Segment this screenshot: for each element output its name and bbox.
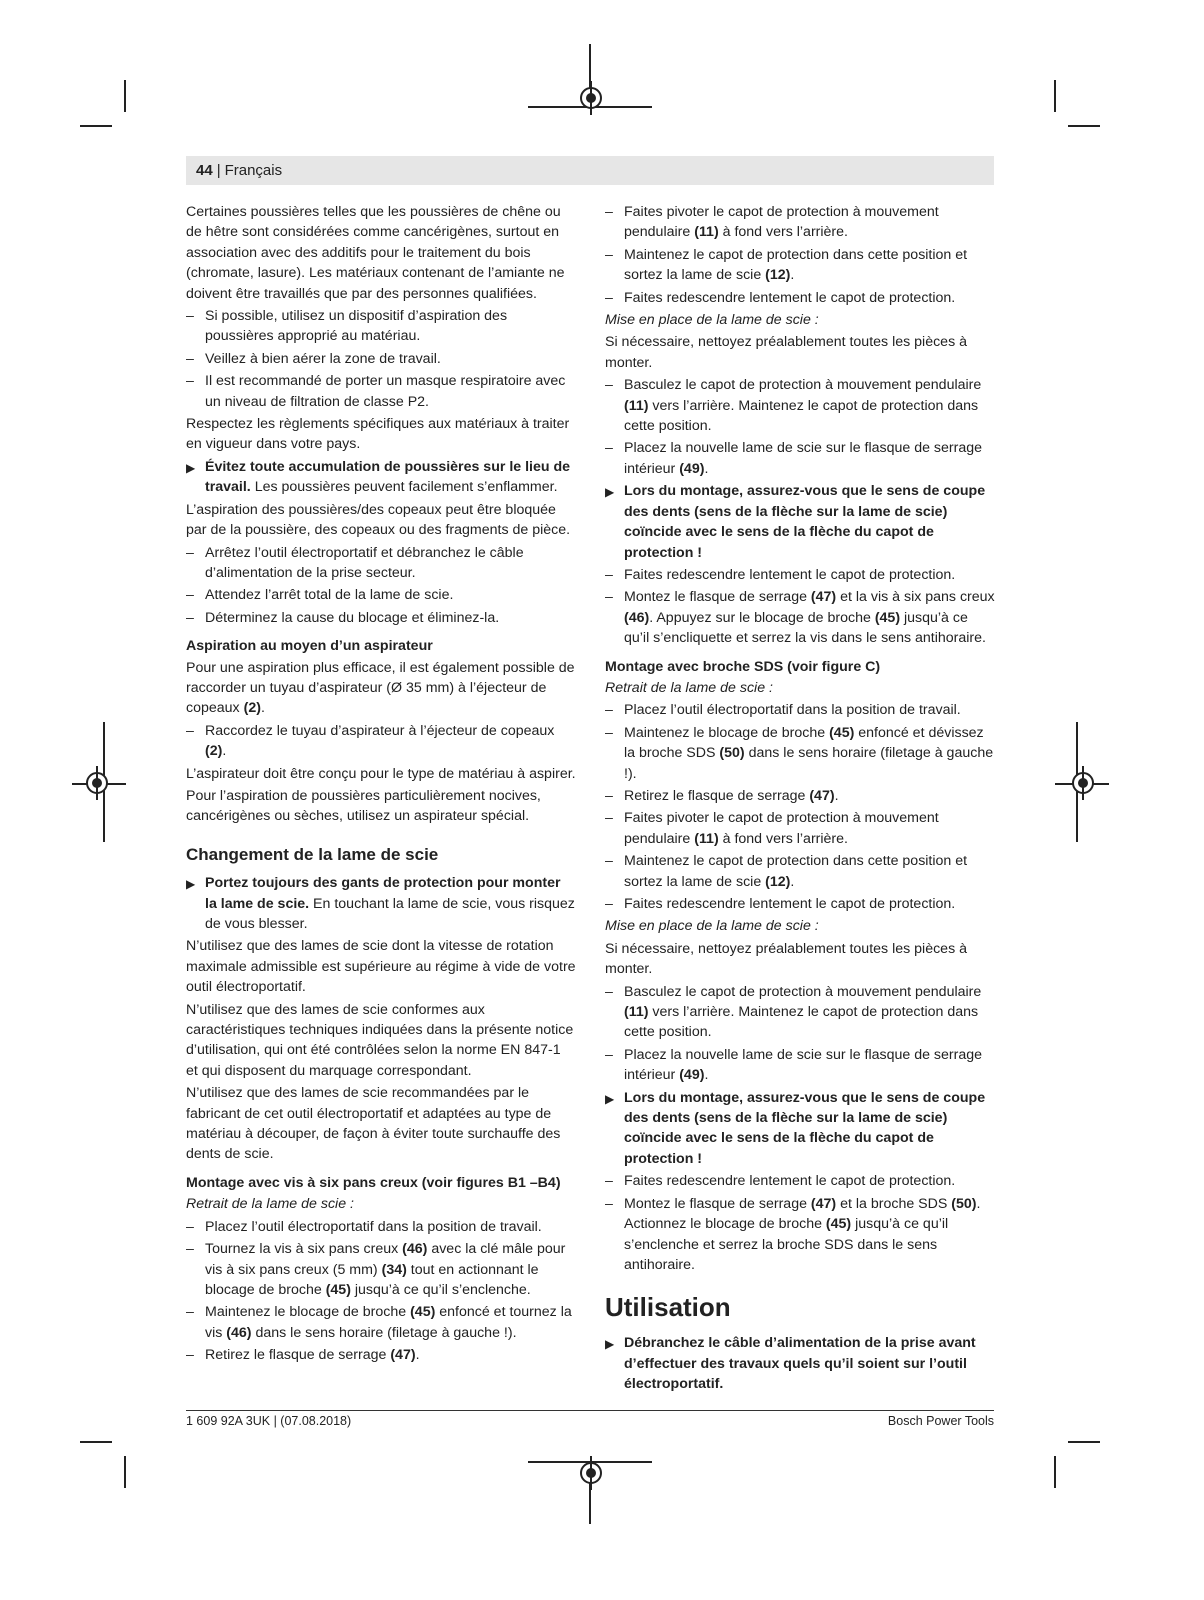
page-number: 44 <box>196 162 213 179</box>
dash-icon: – <box>605 246 613 263</box>
list-item: – Faites redescendre lentement le capot de protection. <box>605 288 995 308</box>
dash-icon: – <box>186 1218 194 1235</box>
registration-target-icon <box>580 87 602 109</box>
list-item: – Arrêtez l’outil électroportatif et débranchez le câble d’alimentation de la prise secteur. <box>186 543 576 584</box>
removal-label: Retrait de la lame de scie : <box>186 1196 354 1213</box>
dash-icon: – <box>605 566 613 583</box>
dash-icon: – <box>186 1241 194 1258</box>
warning-item: ▶ Portez toujours des gants de protection pour monter la lame de scie. En touchant la lame de scie, vous risquez de vous blesser. <box>186 873 576 934</box>
dash-icon: – <box>186 587 194 604</box>
list-item: – Attendez l’arrêt total de la lame de scie. <box>186 585 576 605</box>
hex-mount-heading: Montage avec vis à six pans creux (voir figures B1 –B4) <box>186 1174 561 1191</box>
warning-item: ▶ Lors du montage, assurez-vous que le sens de coupe des dents (sens de la flèche sur la lame de scie) coïncide avec le sens de la flèche du capot de protection ! <box>605 481 995 563</box>
dash-icon: – <box>605 983 613 1000</box>
list-item: – Basculez le capot de protection à mouvement pendulaire (11) vers l’arrière. Maintenez le capot de protection dans cette position. <box>605 375 995 436</box>
triangle-right-icon: ▶ <box>605 1091 615 1106</box>
list-item: – Faites redescendre lentement le capot de protection. <box>605 1171 995 1191</box>
vacuum-suit-text: L’aspirateur doit être conçu pour le type de matériau à aspirer. <box>186 765 576 782</box>
blade-speed-text: N’utilisez que des lames de scie dont la vitesse de rotation maximale admissible est supérieure au régime à vide de votre outil électroportatif. <box>186 938 576 996</box>
list-item: – Retirez le flasque de serrage (47). <box>186 1345 576 1365</box>
registration-target-icon <box>580 1462 602 1484</box>
crop-mark <box>1068 125 1100 127</box>
dash-icon: – <box>605 289 613 306</box>
list-item: – Tournez la vis à six pans creux (46) avec la clé mâle pour vis à six pans creux (5 mm) (34) tout en actionnant le blocage de broche (45) jusqu’à ce qu’il s’enclenche. <box>186 1239 576 1300</box>
list-item: – Faites redescendre lentement le capot de protection. <box>605 894 995 914</box>
dash-icon: – <box>605 787 613 804</box>
removal-label: Retrait de la lame de scie : <box>605 679 773 696</box>
list-item: – Basculez le capot de protection à mouvement pendulaire (11) vers l’arrière. Maintenez le capot de protection dans cette position. <box>605 982 995 1043</box>
dash-icon: – <box>605 724 613 741</box>
clean-text: Si nécessaire, nettoyez préalablement toutes les pièces à monter. <box>605 334 967 371</box>
dash-icon: – <box>605 1195 613 1212</box>
dash-icon: – <box>186 1304 194 1321</box>
dash-icon: – <box>605 377 613 394</box>
registration-target-icon <box>1072 772 1094 794</box>
list-item: – Retirez le flasque de serrage (47). <box>605 786 995 806</box>
registration-target-icon <box>86 772 108 794</box>
crop-mark <box>1068 1441 1100 1443</box>
clean-text: Si nécessaire, nettoyez préalablement toutes les pièces à monter. <box>605 940 967 978</box>
triangle-right-icon: ▶ <box>605 485 615 500</box>
vacuum-text: Pour une aspiration plus efficace, il est également possible de raccorder un tuyau d’aspirateur (Ø 35 mm) à l’éjecteur de copeaux (2). <box>186 659 575 717</box>
left-column <box>186 202 576 1368</box>
vacuum-heading: Aspiration au moyen d’un aspirateur <box>186 638 433 655</box>
right-column <box>605 202 995 1397</box>
footer-brand: Bosch Power Tools <box>887 1414 994 1428</box>
install-label: Mise en place de la lame de scie : <box>605 918 819 935</box>
crop-mark <box>80 1441 112 1443</box>
dash-icon: – <box>605 810 613 827</box>
list-item: – Si possible, utilisez un dispositif d’aspiration des poussières approprié au matériau. <box>186 306 576 347</box>
crop-mark <box>124 1456 126 1488</box>
warning-item: ▶ Débranchez le câble d’alimentation de la prise avant d’effectuer des travaux quels qu’il soient sur l’outil électroportatif. <box>605 1333 995 1394</box>
list-item: – Placez la nouvelle lame de scie sur le flasque de serrage intérieur (49). <box>605 438 995 479</box>
dash-icon: – <box>186 609 194 626</box>
blade-change-heading: Changement de la lame de scie <box>186 844 439 864</box>
list-item: – Faites pivoter le capot de protection à mouvement pendulaire (11) à fond vers l’arrière. <box>605 202 995 243</box>
footer-document-id: 1 609 92A 3UK | (07.08.2018) <box>186 1414 352 1428</box>
list-item: – Montez le flasque de serrage (47) et la vis à six pans creux (46). Appuyez sur le blocage de broche (45) jusqu’à ce qu’il s’encliquette et serrez la vis dans le sens antihoraire. <box>605 587 995 648</box>
header-separator: | <box>216 162 221 179</box>
list-item: – Il est recommandé de porter un masque respiratoire avec un niveau de filtration de classe P2. <box>186 371 576 412</box>
list-item: – Raccordez le tuyau d’aspirateur à l’éjecteur de copeaux (2). <box>186 721 576 762</box>
list-item: – Veillez à bien aérer la zone de travail. <box>186 349 576 369</box>
dash-icon: – <box>186 308 194 325</box>
list-item: – Placez l’outil électroportatif dans la position de travail. <box>605 700 995 720</box>
blade-conform-text: N’utilisez que des lames de scie conformes aux caractéristiques techniques indiquées dans la présente notice d’utilisation, qui ont été contrôlées selon la norme EN 847-1 et qui disposent du marquage correspondant. <box>186 1001 574 1079</box>
vacuum-special-text: Pour l’aspiration de poussières particulièrement nocives, cancérigènes ou sèches, utilisez un aspirateur spécial. <box>186 787 541 825</box>
dash-icon: – <box>605 589 613 606</box>
footer-divider <box>186 1410 994 1411</box>
use-heading: Utilisation <box>605 1292 731 1323</box>
dash-icon: – <box>186 722 194 739</box>
list-item: – Montez le flasque de serrage (47) et la broche SDS (50). Actionnez le blocage de broche (45) jusqu’à ce qu’il s’enclenche et serrez la broche SDS dans le sens antihoraire. <box>605 1194 995 1276</box>
list-item: – Maintenez le blocage de broche (45) enfoncé et tournez la vis (46) dans le sens horaire (filetage à gauche !). <box>186 1302 576 1343</box>
list-item: – Maintenez le capot de protection dans cette position et sortez la lame de scie (12). <box>605 851 995 892</box>
list-item: – Placez la nouvelle lame de scie sur le flasque de serrage intérieur (49). <box>605 1045 995 1086</box>
crop-mark <box>80 125 112 127</box>
list-item: – Déterminez la cause du blocage et éliminez-la. <box>186 608 576 628</box>
dash-icon: – <box>605 853 613 870</box>
page-header <box>186 156 994 185</box>
dash-icon: – <box>605 896 613 912</box>
dash-icon: – <box>186 350 194 367</box>
dash-icon: – <box>186 1347 194 1364</box>
dash-icon: – <box>186 373 194 390</box>
crop-mark <box>124 80 126 112</box>
blade-recommended-text: N’utilisez que des lames de scie recommandées par le fabricant de cet outil électroportatif et adaptées au type de matériau à découper, de façon à éviter toute surchauffe des dents de scie. <box>186 1085 561 1163</box>
crop-mark <box>1054 80 1056 112</box>
list-item: – Placez l’outil électroportatif dans la position de travail. <box>186 1217 576 1237</box>
list-item: – Faites redescendre lentement le capot de protection. <box>605 565 995 585</box>
triangle-right-icon: ▶ <box>186 877 196 892</box>
install-label: Mise en place de la lame de scie : <box>605 312 819 329</box>
dash-icon: – <box>605 1046 613 1063</box>
triangle-right-icon: ▶ <box>605 1337 615 1352</box>
dash-icon: – <box>605 440 613 457</box>
list-item: – Maintenez le blocage de broche (45) enfoncé et dévissez la broche SDS (50) dans le sens horaire (filetage à gauche !). <box>605 723 995 784</box>
sds-mount-heading: Montage avec broche SDS (voir figure C) <box>605 658 881 675</box>
dash-icon: – <box>605 1173 613 1190</box>
regulations-text: Respectez les règlements spécifiques aux matériaux à traiter en vigueur dans votre pays. <box>186 416 570 453</box>
warning-item: ▶ Lors du montage, assurez-vous que le sens de coupe des dents (sens de la flèche sur la lame de scie) coïncide avec le sens de la flèche du capot de protection ! <box>605 1088 995 1170</box>
header-language: Français <box>224 162 283 179</box>
blocked-text: L’aspiration des poussières/des copeaux peut être bloquée par de la poussière, des copeaux ou des fragments de pièce. <box>186 501 571 539</box>
dust-intro: Certaines poussières telles que les poussières de chêne ou de hêtre sont considérées comme cancérigènes, surtout en association avec des additifs pour le traitement du bois (chromate, lasure). Les matériaux contenant de l’amiante ne doivent être travaillés que par des personnes qualifiées. <box>186 204 565 302</box>
list-item: – Maintenez le capot de protection dans cette position et sortez la lame de scie (12). <box>605 245 995 286</box>
dash-icon: – <box>186 544 194 561</box>
dash-icon: – <box>605 204 613 220</box>
warning-item: ▶ Évitez toute accumulation de poussières sur le lieu de travail. Les poussières peuvent facilement s’enflammer. <box>186 457 576 498</box>
dash-icon: – <box>605 702 613 719</box>
triangle-right-icon: ▶ <box>186 460 196 475</box>
crop-mark <box>1054 1456 1056 1488</box>
list-item: – Faites pivoter le capot de protection à mouvement pendulaire (11) à fond vers l’arrière. <box>605 808 995 849</box>
